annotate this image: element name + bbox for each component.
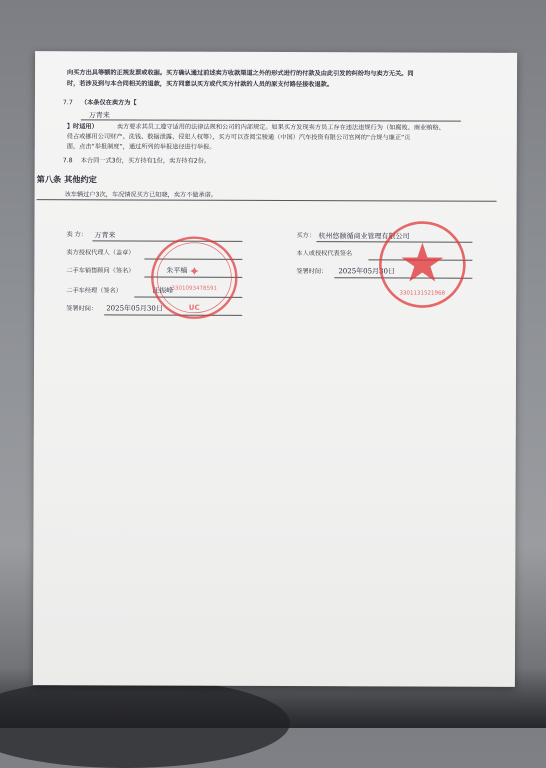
buyer-label: 买方： — [296, 232, 316, 240]
consultant-label: 二手车销售顾问（签名） — [66, 267, 135, 275]
clause-7-7-body-1: 卖方要求其员工遵守适用的法律法规和公司的内部规定。如果买方发现卖方员工存在违法违规行为（如腐败、商业贿赂、 — [116, 123, 445, 132]
section-8-text: 该车辆过户3次，车况情况买方已知晓，卖方不做承诺。 — [64, 191, 218, 199]
seller-label: 卖 方： — [66, 231, 88, 239]
clause-7-7-body-3: 面，点击“举报制度”，通过所列的举报途径进行举报。 — [66, 143, 216, 151]
section-8-underline — [37, 199, 497, 202]
seller-date: 2025年05月30日 — [106, 304, 163, 313]
svg-text:✦: ✦ — [188, 264, 200, 280]
seller-seal-code: 3301093478591 — [171, 285, 218, 292]
manager-signature: 汪振峰 — [152, 286, 174, 295]
clause-7-7-body-2: 侵占或挪用公司财产、洗钱、数据泄露、侵犯人权等），买方可以查阅宝骏通（中国）汽车投资有限公司官网的“合规与廉正”页 — [66, 133, 411, 142]
buyer-date-label: 签署时间： — [296, 268, 328, 276]
seller-date-label: 签署时间： — [66, 305, 98, 313]
clause-top-line2: 时，若涉及到与本合同相关的退款，买方同意以买方或代买方付款的人员的原支付路径接收退款。 — [66, 80, 334, 89]
contract-page — [33, 51, 517, 687]
clause-7-7-number: 7.7 — [62, 99, 73, 107]
clause-7-8-number: 7.8 — [62, 157, 73, 165]
seller-seal-mark: UC — [188, 303, 200, 312]
section-8-title: 第八条 其他约定 — [36, 174, 97, 185]
seller-seal — [146, 230, 242, 326]
consultant-signature: 朱平楠 — [166, 266, 188, 275]
buyer-agent-label: 本人或授权代表签名 — [296, 250, 353, 258]
clause-7-7-heading: （本条仅在卖方为【 — [80, 99, 137, 107]
manager-label: 二手车经理（签名） — [66, 287, 122, 295]
fill-line — [81, 119, 461, 121]
buyer-seal-code: 3301131521968 — [399, 290, 446, 297]
clause-7-7-tail: 】时适用） — [66, 123, 98, 131]
clause-7-8-text: 本合同一式3份，买方持有1份，卖方持有2份。 — [80, 157, 211, 165]
clause-7-7-seller-name: 万青来 — [88, 111, 110, 120]
buyer-seal — [374, 216, 470, 312]
buyer-date: 2025年05月30日 — [338, 267, 395, 276]
buyer-name: 杭州悠颐循商业管理有限公司 — [318, 232, 410, 241]
clause-top-line1: 向买方出具等额的正规发票或收据。买方确认通过前述卖方收款渠道之外的形式进行的付款及由此引发的纠纷均与卖方无关。同 — [67, 69, 414, 78]
seller-name: 万青来 — [94, 231, 116, 240]
seller-agent-label: 卖方授权代理人（盖章） — [66, 249, 135, 257]
